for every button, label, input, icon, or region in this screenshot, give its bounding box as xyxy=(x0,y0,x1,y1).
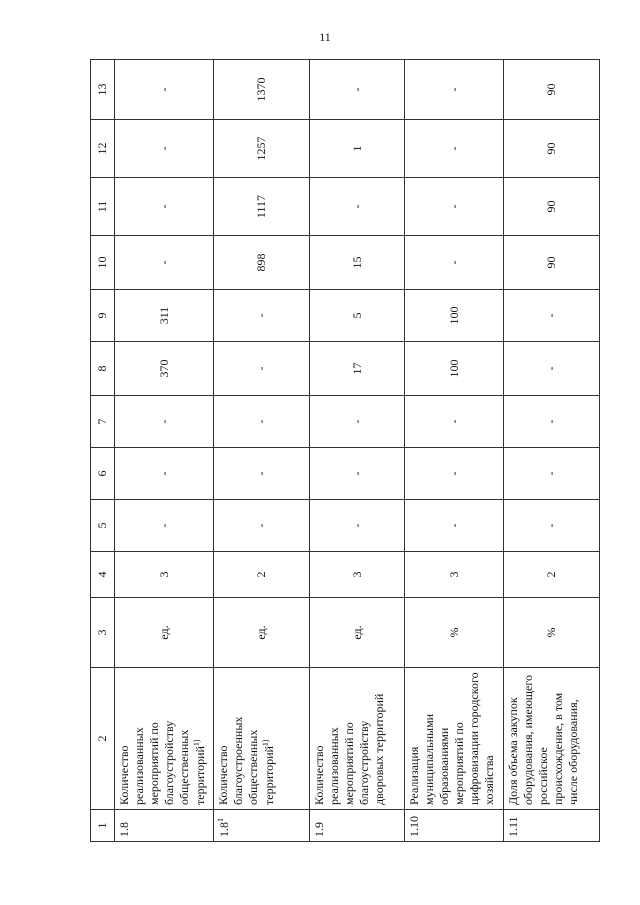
value-cell: - xyxy=(405,396,503,448)
header-cell: 3 xyxy=(91,598,115,668)
value-cell: - xyxy=(503,448,599,500)
value-cell: - xyxy=(503,342,599,396)
value-cell: - xyxy=(405,60,503,120)
row-number: 1.8 xyxy=(217,822,232,837)
table-row xyxy=(405,60,503,842)
table-row xyxy=(214,60,309,842)
unit-cell: % xyxy=(503,598,599,668)
header-cell: 2 xyxy=(91,668,115,810)
indicator-name: Количество реализованных мероприятий по благоустройству общественных территорий xyxy=(116,720,207,805)
header-cell: 13 xyxy=(91,60,115,120)
table-region xyxy=(90,60,600,842)
value-cell: - xyxy=(114,236,214,290)
header-cell: 9 xyxy=(91,290,115,342)
value-cell: 3 xyxy=(309,552,404,598)
value-cell: - xyxy=(503,500,599,552)
value-cell: 898 xyxy=(214,236,309,290)
header-cell: 5 xyxy=(91,500,115,552)
value-cell: 370 xyxy=(114,342,214,396)
row-number-cell xyxy=(405,810,503,842)
unit-cell: ед. xyxy=(114,598,214,668)
value-cell: - xyxy=(405,120,503,178)
row-number-cell xyxy=(309,810,404,842)
value-cell: 311 xyxy=(114,290,214,342)
value-cell: - xyxy=(309,448,404,500)
row-number-cell xyxy=(214,810,309,842)
footnote-marker: 1) xyxy=(261,739,271,747)
value-cell: 1117 xyxy=(214,178,309,236)
value-cell: 100 xyxy=(405,342,503,396)
value-cell: 1 xyxy=(309,120,404,178)
table-row xyxy=(503,60,599,842)
value-cell: - xyxy=(214,396,309,448)
header-cell: 10 xyxy=(91,236,115,290)
table-row xyxy=(309,60,404,842)
header-cell: 6 xyxy=(91,448,115,500)
row-number: 1.10 xyxy=(407,816,422,837)
unit-cell: % xyxy=(405,598,503,668)
value-cell: - xyxy=(503,290,599,342)
value-cell: 15 xyxy=(309,236,404,290)
indicator-name: Доля объема закупок оборудования, имеющего российское происхождение, в том числе оборудования, xyxy=(505,675,580,805)
row-number-cell xyxy=(114,810,214,842)
header-cell: 8 xyxy=(91,342,115,396)
value-cell: 1370 xyxy=(214,60,309,120)
value-cell: - xyxy=(114,396,214,448)
indicator-name-cell xyxy=(405,668,503,810)
value-cell: - xyxy=(214,500,309,552)
rotated-table-container xyxy=(90,60,600,842)
indicators-table xyxy=(90,59,600,842)
table-body xyxy=(114,60,599,842)
unit-cell: ед. xyxy=(214,598,309,668)
value-cell: - xyxy=(309,60,404,120)
value-cell: - xyxy=(309,178,404,236)
indicator-name-cell xyxy=(114,668,214,810)
value-cell: - xyxy=(214,290,309,342)
footnote-marker: 1) xyxy=(191,739,201,747)
value-cell: - xyxy=(114,120,214,178)
value-cell: - xyxy=(309,500,404,552)
indicator-name: Количество реализованных мероприятий по благоустройству дворовых территорий xyxy=(311,693,386,805)
page-number: 11 xyxy=(319,30,331,44)
table-row xyxy=(114,60,214,842)
header-cell: 4 xyxy=(91,552,115,598)
value-cell: - xyxy=(405,236,503,290)
value-cell: - xyxy=(309,396,404,448)
value-cell: - xyxy=(114,178,214,236)
value-cell: 90 xyxy=(503,60,599,120)
row-number: 1.9 xyxy=(311,822,326,837)
value-cell: - xyxy=(114,60,214,120)
value-cell: - xyxy=(114,448,214,500)
value-cell: - xyxy=(214,342,309,396)
value-cell: - xyxy=(405,448,503,500)
indicator-name-cell xyxy=(214,668,309,810)
value-cell: 90 xyxy=(503,178,599,236)
value-cell: 3 xyxy=(405,552,503,598)
value-cell: - xyxy=(114,500,214,552)
value-cell: - xyxy=(405,500,503,552)
header-cell: 1 xyxy=(91,810,115,842)
value-cell: 90 xyxy=(503,236,599,290)
value-cell: 2 xyxy=(503,552,599,598)
row-number-superscript: 1 xyxy=(216,818,226,822)
value-cell: 1257 xyxy=(214,120,309,178)
indicator-name-cell xyxy=(309,668,404,810)
indicator-name: Количество благоустроенных общественных территорий xyxy=(216,716,277,805)
value-cell: 17 xyxy=(309,342,404,396)
value-cell: 5 xyxy=(309,290,404,342)
header-cell: 7 xyxy=(91,396,115,448)
value-cell: 100 xyxy=(405,290,503,342)
value-cell: - xyxy=(405,178,503,236)
row-number-cell xyxy=(503,810,599,842)
header-cell: 11 xyxy=(91,178,115,236)
value-cell: - xyxy=(503,396,599,448)
header-row xyxy=(91,60,115,842)
indicator-name: Реализация муниципальными образованиями мероприятий по цифровизации городского хозяйства xyxy=(407,672,497,805)
value-cell: - xyxy=(214,448,309,500)
indicator-name-cell xyxy=(503,668,599,810)
row-number: 1.11 xyxy=(505,816,520,837)
unit-cell: ед. xyxy=(309,598,404,668)
value-cell: 90 xyxy=(503,120,599,178)
row-number: 1.8 xyxy=(116,822,131,837)
value-cell: 2 xyxy=(214,552,309,598)
header-cell: 12 xyxy=(91,120,115,178)
value-cell: 3 xyxy=(114,552,214,598)
